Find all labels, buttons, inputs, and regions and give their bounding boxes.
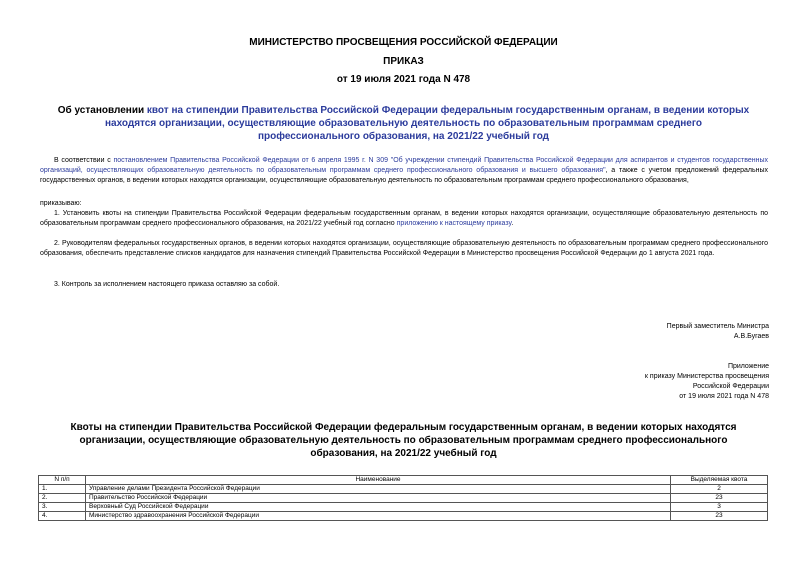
row-quota: 3 <box>671 503 768 512</box>
quota-table <box>38 475 768 521</box>
row-quota: 23 <box>671 512 768 521</box>
preamble-paragraph <box>40 156 768 186</box>
table-row <box>39 503 768 512</box>
appendix-line-1: к приказу Министерства просвещения <box>644 373 769 380</box>
appendix-link[interactable]: приложению к настоящему приказу <box>396 220 512 227</box>
document-date-number: от 19 июля 2021 года N 478 <box>336 74 471 85</box>
ministry-heading: МИНИСТЕРСТВО ПРОСВЕЩЕНИЯ РОССИЙСКОЙ ФЕДЕРАЦИИ <box>249 37 558 48</box>
row-quota: 2 <box>671 485 768 494</box>
row-number: 3. <box>39 503 86 512</box>
row-quota: 23 <box>671 494 768 503</box>
order-word: приказываю: <box>40 200 82 207</box>
appendix-block <box>645 362 769 402</box>
col-header-name: Наименование <box>86 476 671 485</box>
row-name: Верховный Суд Российской Федерации <box>86 503 671 512</box>
row-name: Управление делами Президента Российской Федерации <box>86 485 671 494</box>
order-item-3: 3. Контроль за исполнением настоящего приказа оставляю за собой. <box>54 281 280 288</box>
signature-block <box>667 322 769 342</box>
row-name: Министерство здравоохранения Российской Федерации <box>86 512 671 521</box>
appendix-line-3: от 19 июля 2021 года N 478 <box>679 393 769 400</box>
appendix-label: Приложение <box>727 363 769 370</box>
table-row <box>39 485 768 494</box>
document-title <box>55 104 752 143</box>
appendix-title: Квоты на стипендии Правительства Российской Федерации федеральным государственным органам, в ведении которых находятся организации, осуществляющие образовательную деятельность по образовательным программам среднего профессионального образования, на 2021/22 учебный год <box>70 422 737 459</box>
table-row <box>39 494 768 503</box>
table-header-row <box>39 476 768 485</box>
document-type: ПРИКАЗ <box>383 56 424 67</box>
col-header-number: N п/п <box>39 476 86 485</box>
item-1-text: 1. Установить квоты на стипендии Правительства Российской Федерации федеральным государственным органам, в ведении которых находятся организации, осуществляющие образовательную деятельность по образовательным программам среднего профессионального образования, на 2021/22 учебный год согласно <box>40 210 768 227</box>
appendix-line-2: Российской Федерации <box>692 383 769 390</box>
signature-name: А.В.Бугаев <box>733 333 769 340</box>
table-row <box>39 512 768 521</box>
title-prefix: Об установлении <box>57 105 147 116</box>
order-item-1 <box>40 209 768 229</box>
col-header-quota: Выделяемая квота <box>671 476 768 485</box>
row-number: 1. <box>39 485 86 494</box>
row-name: Правительство Российской Федерации <box>86 494 671 503</box>
preamble-text-1: В соответствии с <box>54 157 114 164</box>
preamble-text-2: , а также с учетом предложений федеральных государственных органов, в ведении которых находятся организации, осуществляющие образовательную деятельность по образовательным программам среднего профессионального образования, <box>40 167 768 184</box>
row-number: 2. <box>39 494 86 503</box>
signature-position: Первый заместитель Министра <box>666 323 769 330</box>
title-link[interactable]: квот на стипендии Правительства Российской Федерации федеральным государственным органам, в ведении которых находятся организации, осуществляющие образовательную деятельность по образовательным программам среднего профессионального образования, на 2021/22 учебный год <box>104 105 750 142</box>
preamble-decree-link[interactable]: постановлением Правительства Российской Федерации от 6 апреля 1995 г. N 309 "Об учреждении стипендий Правительства Российской Федерации для аспирантов и студентов государственных организаций, осуществляющих образовательную деятельность по образовательным программам среднего профессионального образования и высшего образования" <box>40 157 768 174</box>
row-number: 4. <box>39 512 86 521</box>
order-item-2: 2. Руководителям федеральных государственных органов, в ведении которых находятся организации, осуществляющие образовательную деятельность по образовательным программам среднего профессионального образования, обеспечить представление списков кандидатов для назначения стипендий Правительства Российской Федерации в Министерство просвещения Российской Федерации до 1 августа 2021 года. <box>40 240 768 257</box>
item-1-end: . <box>511 220 514 227</box>
